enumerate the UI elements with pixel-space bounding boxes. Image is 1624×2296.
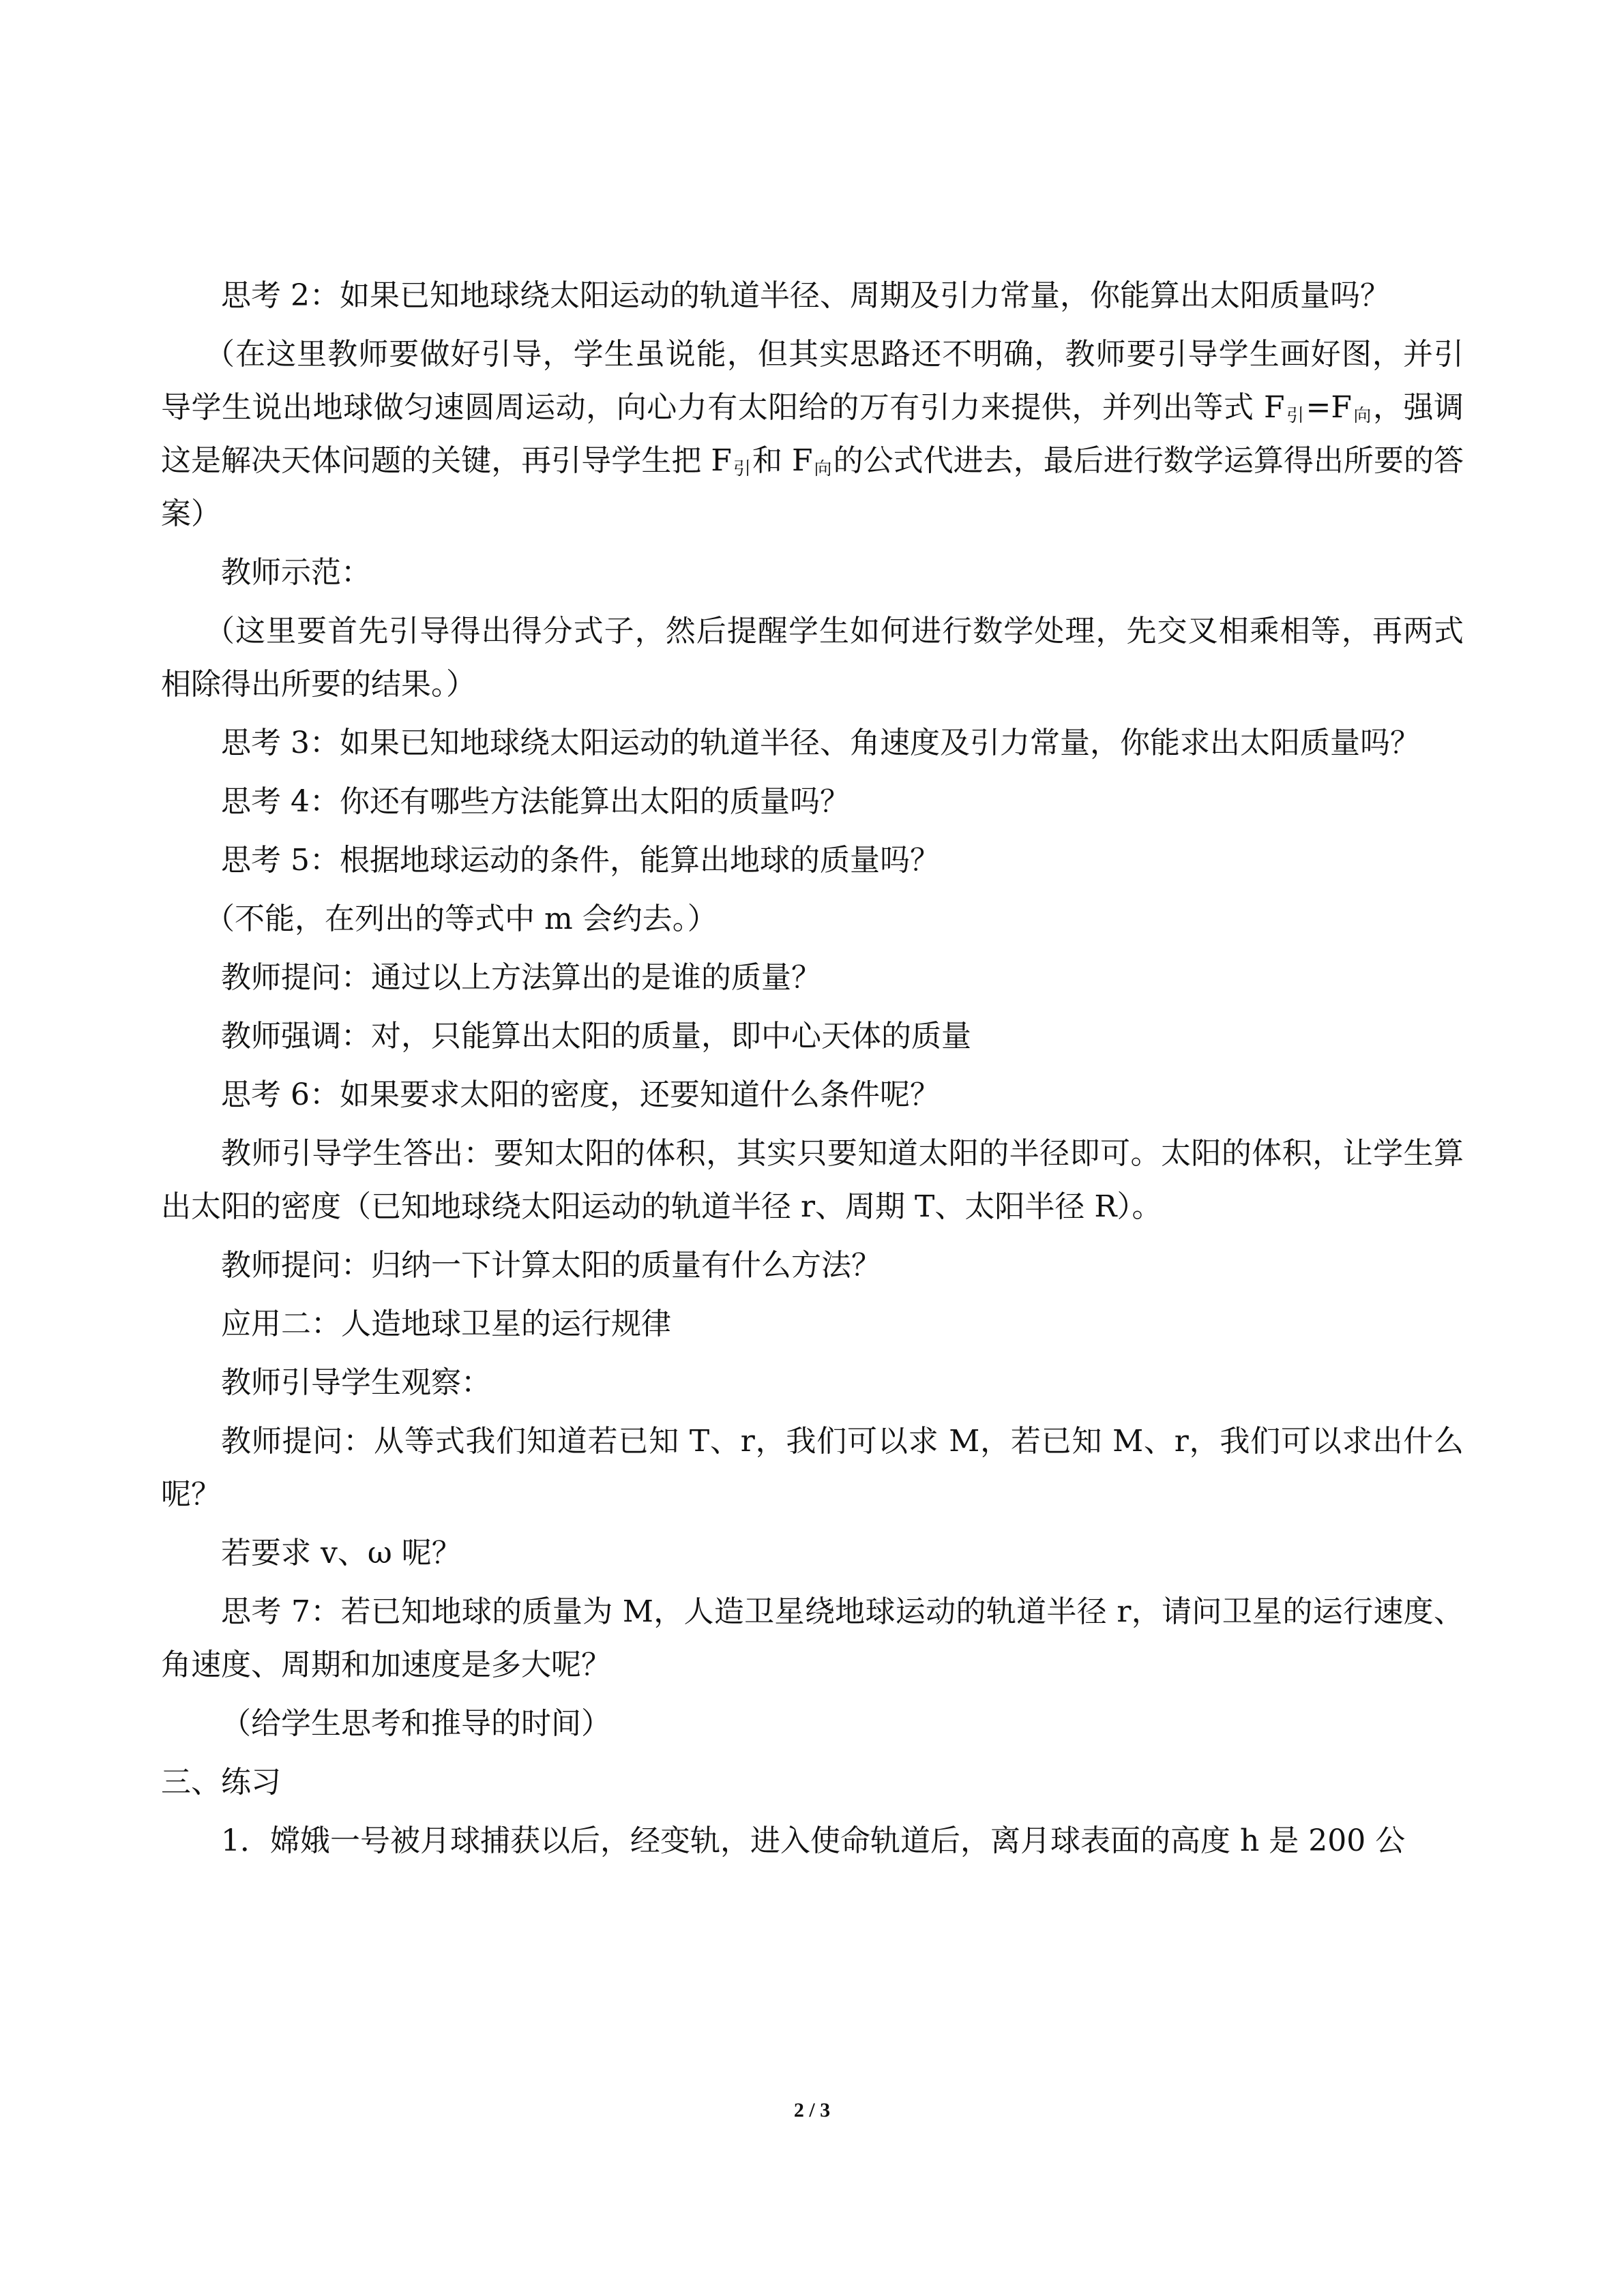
- paragraph-ask3: 教师提问：从等式我们知道若已知 T、r，我们可以求 M，若已知 M、r，我们可以求出什么呢？: [161, 1424, 1464, 1512]
- subscript-yin-2: 引: [733, 459, 751, 479]
- paragraph-demo-note: （这里要首先引导得出得分式子，然后提醒学生如何进行数学处理，先交叉相乘相等，再两式相除得出所要的结果。）: [161, 614, 1464, 702]
- paragraph-observe: 教师引导学生观察：: [221, 1365, 491, 1400]
- paragraph-think3: 思考 3：如果已知地球绕太阳运动的轨道半径、角速度及引力常量，你能求出太阳质量吗？: [221, 726, 1420, 760]
- paragraph-ask2: 教师提问：归纳一下计算太阳的质量有什么方法？: [221, 1248, 881, 1283]
- paragraph-think5: 思考 5：根据地球运动的条件，能算出地球的质量吗？: [221, 843, 940, 878]
- paragraph-think2: 思考 2：如果已知地球绕太阳运动的轨道半径、周期及引力常量，你能算出太阳质量吗？: [221, 278, 1390, 313]
- guide-text-a: （在这里教师要做好引导，学生虽说能，但其实思路还不明确，教师要引导学生画好图，并引导学生说出地球做匀速圆周运动，向心力有太阳给的万有引力来提供，并列出等式 F: [161, 337, 1464, 425]
- guide-text-d: 的公式代进去，最后进行数学运算得出所要的答案）: [161, 443, 1464, 531]
- section-heading-exercises: 三、练习: [161, 1765, 281, 1800]
- paragraph-guide2: 教师引导学生答出：要知太阳的体积，其实只要知道太阳的半径即可。太阳的体积，让学生算出太阳的密度（已知地球绕太阳运动的轨道半径 r、周期 T、太阳半径 R）。: [161, 1136, 1464, 1224]
- paragraph-think5-answer: （不能，在列出的等式中 m 会约去。）: [205, 901, 718, 936]
- paragraph-stress: 教师强调：对，只能算出太阳的质量，即中心天体的质量: [221, 1019, 971, 1054]
- subscript-yin: 引: [1286, 406, 1305, 426]
- paragraph-teacher-guide: [161, 328, 1464, 541]
- guide-text-c: 和 F: [752, 443, 813, 478]
- page-number: 2 / 3: [793, 2099, 831, 2121]
- subscript-xiang: 向: [1353, 406, 1372, 426]
- paragraph-exercise1: 1．嫦娥一号被月球捕获以后，经变轨，进入使命轨道后，离月球表面的高度 h 是 200 公: [221, 1823, 1406, 1858]
- paragraph-ask4: 若要求 v、ω 呢？: [221, 1536, 462, 1570]
- paragraph-think7: 思考 7：若已知地球的质量为 M，人造卫星绕地球运动的轨道半径 r，请问卫星的运行速度、角速度、周期和加速度是多大呢？: [161, 1594, 1464, 1682]
- paragraph-ask1: 教师提问：通过以上方法算出的是谁的质量？: [221, 960, 821, 995]
- paragraph-think4: 思考 4：你还有哪些方法能算出太阳的质量吗？: [221, 784, 850, 819]
- paragraph-application2: 应用二：人造地球卫星的运行规律: [221, 1307, 671, 1341]
- guide-text-b: ，强调这是解决天体问题的关键，再引导学生把 F: [161, 390, 1464, 478]
- document-body: [161, 269, 1464, 1873]
- paragraph-think7-note: （给学生思考和推导的时间）: [221, 1706, 611, 1741]
- subscript-xiang-2: 向: [814, 459, 832, 479]
- equals-f: =F: [1305, 390, 1352, 425]
- paragraph-teacher-demo: 教师示范：: [221, 555, 371, 590]
- paragraph-think6: 思考 6：如果要求太阳的密度，还要知道什么条件呢？: [221, 1077, 940, 1112]
